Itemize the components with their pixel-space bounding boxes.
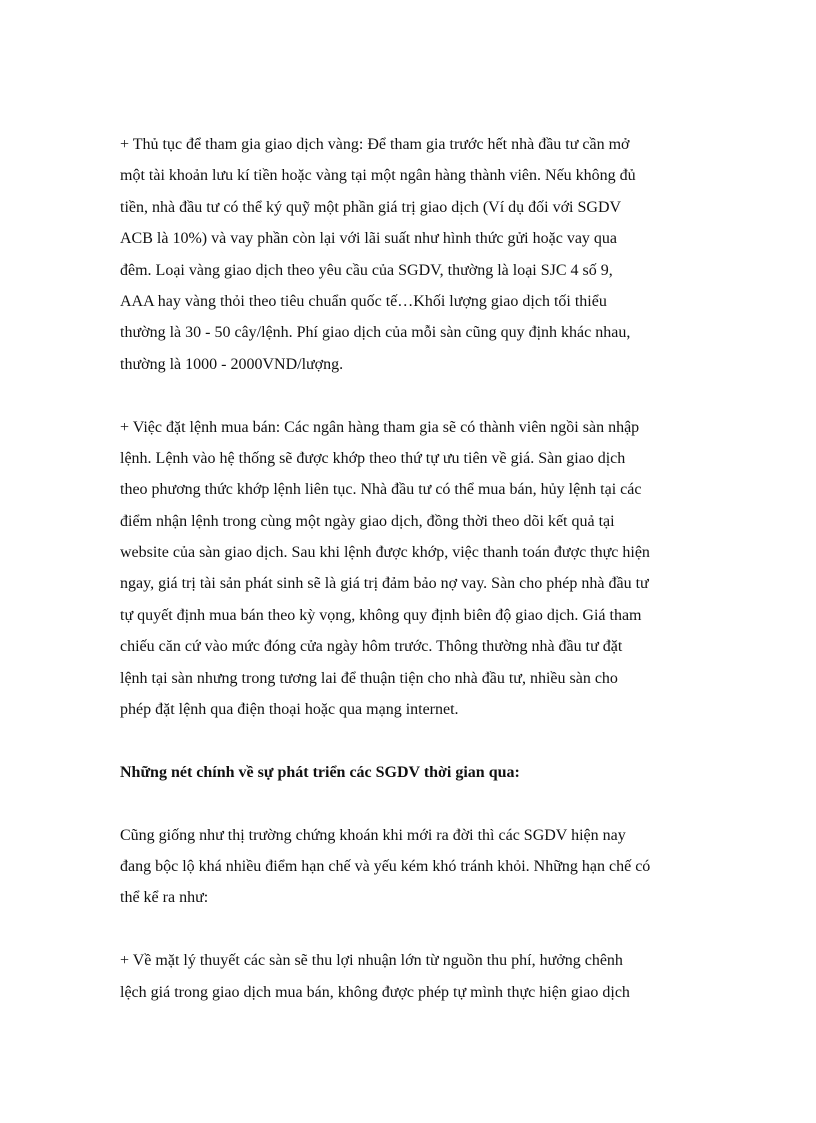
paragraph-spacer: [120, 793, 696, 824]
text-line: ACB là 10%) và vay phần còn lại với lãi suất như hình thức gửi hoặc vay qua: [120, 230, 618, 248]
text-line: + Về mặt lý thuyết các sàn sẽ thu lợi nhuận lớn từ nguồn thu phí, hưởng chênh: [120, 952, 623, 970]
heading-line: Những nét chính về sự phát triển các SGDV thời gian qua:: [120, 763, 520, 781]
text-line: thể kể ra như:: [120, 889, 209, 907]
paragraph-theory: [120, 950, 696, 1013]
text-line: điểm nhận lệnh trong cùng một ngày giao dịch, đồng thời theo dõi kết quả tại: [120, 512, 615, 530]
paragraph-ordering: [120, 417, 696, 731]
paragraph-procedure: [120, 134, 696, 385]
text-line: chiếu căn cứ vào mức đóng cửa ngày hôm trước. Thông thường nhà đầu tư đặt: [120, 638, 623, 656]
document-page: [120, 134, 696, 1013]
text-line: một tài khoản lưu kí tiền hoặc vàng tại một ngân hàng thành viên. Nếu không đủ: [120, 167, 636, 185]
text-line: lệnh tại sàn nhưng trong tương lai để thuận tiện cho nhà đầu tư, nhiều sàn cho: [120, 669, 618, 687]
text-line: đang bộc lộ khá nhiều điểm hạn chế và yếu kém khó tránh khỏi. Những hạn chế có: [120, 857, 651, 875]
text-line: + Thủ tục để tham gia giao dịch vàng: Để tham gia trước hết nhà đầu tư cần mở: [120, 136, 630, 153]
text-line: Cũng giống như thị trường chứng khoán khi mới ra đời thì các SGDV hiện nay: [120, 826, 626, 844]
text-line: tiền, nhà đầu tư có thể ký quỹ một phần giá trị giao dịch (Ví dụ đối với SGDV: [120, 198, 622, 216]
paragraph-spacer: [120, 385, 696, 416]
paragraph-spacer: [120, 730, 696, 761]
text-line: thường là 1000 - 2000VND/lượng.: [120, 355, 344, 373]
text-line: + Việc đặt lệnh mua bán: Các ngân hàng tham gia sẽ có thành viên ngồi sàn nhập: [120, 418, 640, 436]
paragraph-intro: [120, 825, 696, 919]
text-line: thường là 30 - 50 cây/lệnh. Phí giao dịch của mỗi sàn cũng quy định khác nhau,: [120, 324, 631, 342]
text-line: AAA hay vàng thỏi theo tiêu chuẩn quốc tế…Khối lượng giao dịch tối thiểu: [120, 292, 607, 310]
text-line: theo phương thức khớp lệnh liên tục. Nhà đầu tư có thể mua bán, hủy lệnh tại các: [120, 481, 642, 499]
text-line: lệch giá trong giao dịch mua bán, không được phép tự mình thực hiện giao dịch: [120, 983, 630, 1001]
section-heading: [120, 762, 696, 793]
text-line: ngay, giá trị tài sản phát sinh sẽ là giá trị đảm bảo nợ vay. Sàn cho phép nhà đầu tư: [120, 575, 649, 593]
text-line: phép đặt lệnh qua điện thoại hoặc qua mạng internet.: [120, 701, 459, 719]
text-line: đêm. Loại vàng giao dịch theo yêu cầu của SGDV, thường là loại SJC 4 số 9,: [120, 261, 613, 279]
text-line: website của sàn giao dịch. Sau khi lệnh được khớp, việc thanh toán được thực hiện: [120, 544, 650, 562]
paragraph-spacer: [120, 919, 696, 950]
text-line: tự quyết định mua bán theo kỳ vọng, không quy định biên độ giao dịch. Giá tham: [120, 606, 642, 624]
text-line: lệnh. Lệnh vào hệ thống sẽ được khớp theo thứ tự ưu tiên về giá. Sàn giao dịch: [120, 449, 626, 467]
